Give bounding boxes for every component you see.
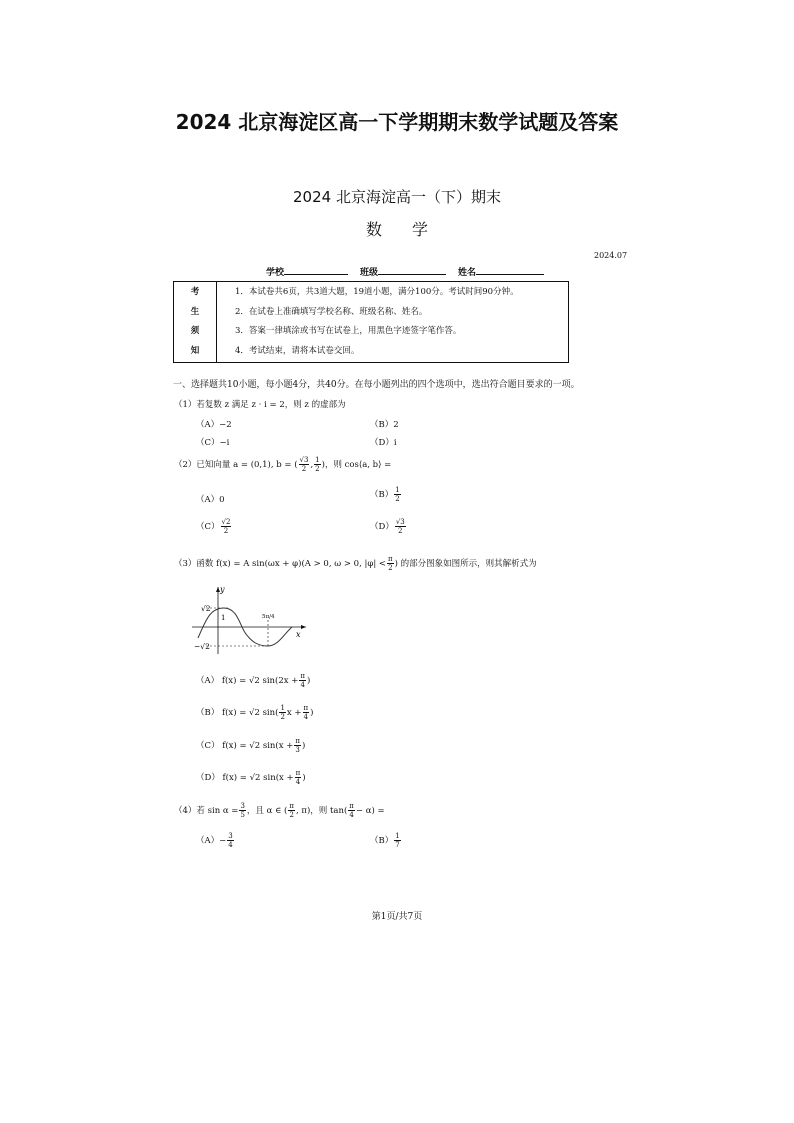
- school-label: 学校: [266, 268, 285, 278]
- name-label: 姓名: [458, 268, 477, 278]
- fraction-denominator: 5: [240, 811, 245, 819]
- notice-label-char: 知: [190, 345, 200, 356]
- q3-stem-pre: （3）函数 f(x) = A sin(ωx + φ)(A > 0, ω > 0, |φ| <: [174, 559, 387, 569]
- option-fraction: [394, 486, 400, 503]
- fraction-numerator: 1: [395, 832, 400, 840]
- option-label: （A）−: [196, 836, 227, 846]
- school-blank[interactable]: [284, 265, 348, 275]
- notice-label-char: 生: [190, 306, 200, 317]
- option-text: ): [310, 708, 314, 718]
- fraction-numerator: π: [303, 704, 309, 712]
- q2-bx-fraction: [299, 456, 310, 473]
- x-tick-label: 5π/4: [262, 614, 275, 620]
- q1-option-a[interactable]: （A）−2: [196, 420, 232, 430]
- q1-option-b[interactable]: （B）2: [370, 420, 399, 430]
- y-min-label: −√2: [194, 642, 210, 651]
- option-fraction: [394, 832, 400, 849]
- q3-option-c[interactable]: [196, 737, 305, 754]
- fraction-numerator: π: [349, 802, 354, 810]
- fraction-denominator: 2: [395, 495, 400, 503]
- option-fraction: [221, 518, 232, 535]
- q2-stem-post: )，则 cos⟨a, b⟩ =: [321, 460, 392, 470]
- q2-option-c[interactable]: [196, 518, 232, 535]
- fraction-numerator: π: [300, 672, 305, 680]
- q1-stem: （1）若复数 z 满足 z · i = 2，则 z 的虚部为: [174, 400, 346, 410]
- q3-graph: [188, 582, 313, 660]
- notice-item: 4．考试结束，请将本试卷交回。: [235, 345, 360, 356]
- notice-label-char: 考: [190, 287, 200, 297]
- fraction-denominator: 2: [398, 527, 403, 535]
- fraction-denominator: 4: [300, 681, 305, 689]
- q4-stem-text: − α) =: [355, 806, 385, 816]
- q2-option-d[interactable]: [370, 518, 407, 535]
- q3-option-a[interactable]: [196, 672, 310, 689]
- notice-table: [173, 281, 569, 363]
- q4-tan-fraction: [348, 802, 355, 819]
- class-blank[interactable]: [378, 265, 446, 275]
- fraction-denominator: 3: [295, 746, 300, 754]
- option-fraction: [303, 704, 310, 721]
- option-text: （D） f(x) = √2 sin(x +: [196, 773, 294, 783]
- exam-date: 2024.07: [594, 251, 628, 260]
- q3-stem-post: ) 的部分图象如图所示，则其解析式为: [394, 559, 537, 569]
- q3-option-b[interactable]: [196, 704, 313, 721]
- notice-items: [217, 282, 569, 363]
- fraction-numerator: √2: [221, 518, 231, 526]
- q2-by-fraction: [314, 456, 320, 473]
- q4-stem-text: ，且 α ∈ (: [246, 806, 288, 816]
- q4-option-a[interactable]: [196, 832, 235, 849]
- fraction-numerator: 1: [395, 486, 400, 494]
- option-fraction: [279, 704, 285, 721]
- option-fraction: [395, 518, 406, 535]
- q2-stem: （2）已知向量 a = (0,1), b = ( $\frac{√3}{2}$ , $\frac{1}{2}$ )，则 cos⟨a, b⟩ =: [174, 456, 392, 473]
- school-field: [266, 265, 348, 278]
- class-field: [360, 265, 446, 278]
- fraction-denominator: 4: [295, 778, 301, 786]
- option-fraction: [294, 737, 301, 754]
- fraction-denominator: 2: [280, 713, 285, 721]
- option-text: （B） f(x) = √2 sin(: [196, 708, 279, 718]
- option-text: （C） f(x) = √2 sin(x +: [196, 741, 294, 751]
- page-footer: 第1页/共7页: [371, 912, 423, 922]
- q1-option-d[interactable]: （D）i: [370, 438, 397, 448]
- notice-label-char: 须: [190, 326, 200, 336]
- option-text: x +: [286, 708, 302, 718]
- q3-stem: [174, 555, 537, 572]
- fraction-numerator: π: [388, 555, 393, 563]
- option-label: （B）: [370, 490, 394, 500]
- name-blank[interactable]: [476, 265, 544, 275]
- fraction-numerator: π: [295, 769, 301, 777]
- name-field: [458, 265, 544, 278]
- q2-option-a[interactable]: （A）0: [196, 495, 225, 505]
- option-label: （C）: [196, 522, 220, 532]
- fraction-denominator: 2: [301, 465, 307, 473]
- option-text: ): [301, 741, 306, 751]
- fraction-numerator: 3: [240, 802, 245, 810]
- option-label: （D）: [370, 522, 394, 532]
- q2-option-b[interactable]: [370, 486, 402, 503]
- option-text: ): [302, 773, 306, 783]
- fraction-numerator: √3: [395, 518, 405, 526]
- q4-range-fraction: [288, 802, 295, 819]
- y-max-label: √2: [201, 604, 211, 613]
- q3-stem-fraction: [387, 555, 394, 572]
- fraction-denominator: 4: [303, 713, 309, 721]
- fraction-numerator: 1: [280, 704, 285, 712]
- fraction-numerator: √3: [299, 456, 309, 464]
- exam-title: 2024 北京海淀高一（下）期末: [293, 188, 501, 206]
- fraction-denominator: 4: [228, 841, 233, 849]
- class-label: 班级: [360, 268, 379, 278]
- q4-stem-text: , π)，则 tan(: [295, 806, 348, 816]
- document-title: 2024 北京海淀区高一下学期期末数学试题及答案: [175, 110, 619, 134]
- fraction-numerator: π: [295, 737, 300, 745]
- x-axis-label: x: [296, 630, 301, 639]
- fraction-denominator: 2: [388, 564, 393, 572]
- option-fraction: [227, 832, 233, 849]
- fraction-denominator: 2: [315, 465, 320, 473]
- fraction-denominator: 7: [395, 841, 400, 849]
- option-text: ): [306, 676, 311, 686]
- option-fraction: [299, 672, 306, 689]
- q1-option-c[interactable]: （C）−i: [196, 438, 230, 448]
- fraction-numerator: 3: [228, 832, 233, 840]
- notice-label: [174, 282, 217, 363]
- notice-item: 2．在试卷上准确填写学校名称、班级名称、姓名。: [235, 306, 428, 317]
- x-axis-arrow-icon: [301, 625, 306, 629]
- option-label: （B）: [370, 836, 394, 846]
- section-heading: 一、选择题共10小题，每小题4分，共40分。在每小题列出的四个选项中，选出符合题目要求的一项。: [173, 380, 580, 390]
- q4-sin-fraction: [239, 802, 245, 819]
- q2-stem-pre: （2）已知向量 a = (0,1), b = (: [174, 460, 298, 470]
- q4-stem: [174, 802, 385, 819]
- fraction-denominator: 2: [223, 527, 229, 535]
- y-axis-label: y: [220, 585, 225, 594]
- fraction-denominator: 4: [349, 811, 354, 819]
- subject-heading: 数学: [366, 220, 459, 239]
- y-one-label: 1: [221, 614, 226, 622]
- q4-stem-text: （4）若 sin α =: [174, 806, 239, 816]
- option-fraction: [295, 769, 302, 786]
- fraction-numerator: 1: [315, 456, 320, 464]
- notice-item: 1．本试卷共6页，共3道大题，19道小题，满分100分。考试时间90分钟。: [235, 287, 519, 297]
- fraction-denominator: 2: [289, 811, 294, 819]
- q3-option-d[interactable]: [196, 769, 306, 786]
- fraction-numerator: π: [289, 802, 294, 810]
- notice-item: 3．答案一律填涂或书写在试卷上，用黑色字迹签字笔作答。: [235, 326, 462, 336]
- option-text: （A） f(x) = √2 sin(2x +: [196, 676, 299, 686]
- q4-option-b[interactable]: [370, 832, 402, 849]
